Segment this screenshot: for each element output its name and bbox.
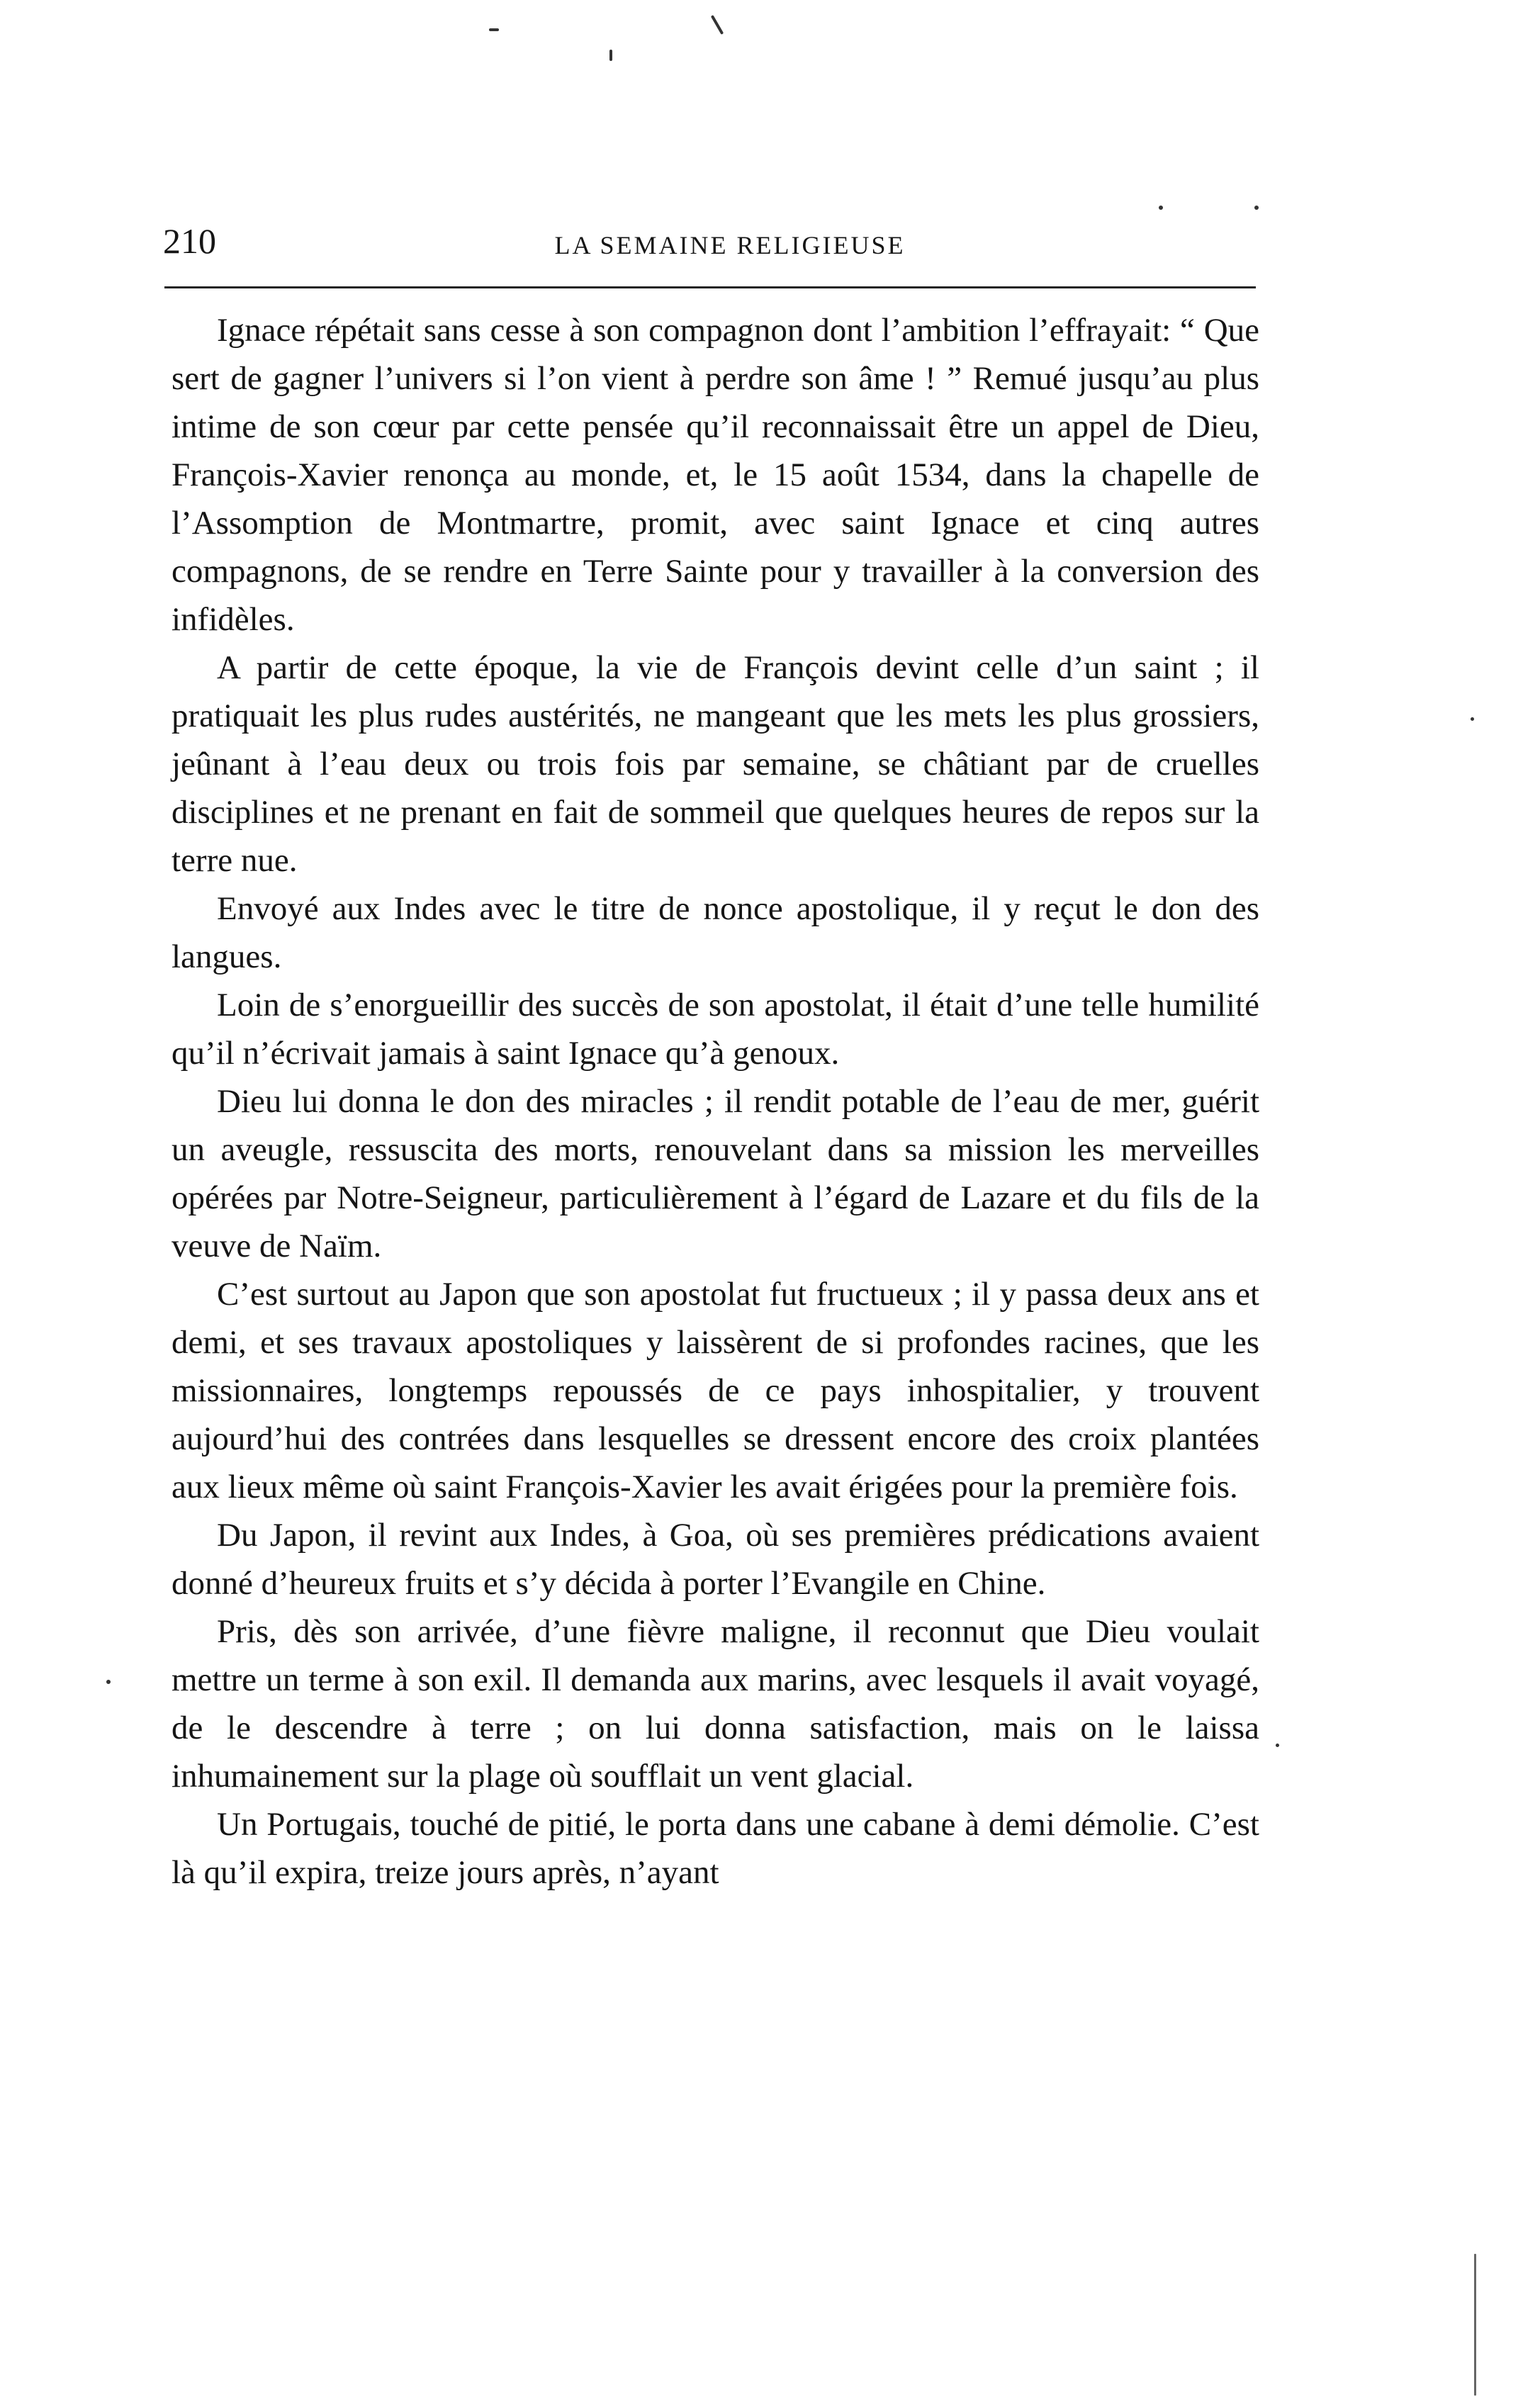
paragraph-2: A partir de cette époque, la vie de François devint celle d’un saint ; il pratiquait les plus rudes austérités, ne mangeant que les mets les plus grossiers, jeûnant à l’eau deux ou trois fois par semaine, se châtiant par de cruelles disciplines et ne prenant en fait de sommeil que quelques heures de repos sur la terre nue. (172, 649, 1259, 879)
paragraph-8: Pris, dès son arrivée, d’une fièvre maligne, il reconnut que Dieu voulait mettre un terme à son exil. Il demanda aux marins, avec lesquels il avait voyagé, de le descendre à terre ; on lui donna satisfaction, mais on le laissa inhumainement sur la plage où soufflait un vent glacial. (172, 1613, 1259, 1795)
running-head (163, 213, 1254, 269)
paragraph-1: Ignace répétait sans cesse à son compagnon dont l’ambition l’effrayait: “ Que sert de gagner l’univers si l’on vient à perdre son âme ! ” Remué jusqu’au plus intime de son cœur par cette pensée qu’il reconnaissait être un appel de Dieu, François-Xavier renonça au monde, et, le 15 août 1534, dans la chapelle de l’Assomption de Montmartre, promit, avec saint Ignace et cinq autres compagnons, de se rendre en Terre Sainte pour y travailler à la conversion des infidèles. (172, 312, 1259, 638)
page-number: 210 (163, 221, 216, 261)
header-title: LA SEMAINE RELIGIEUSE (554, 231, 906, 259)
paragraph-9: Un Portugais, touché de pitié, le porta dans une cabane à demi démolie. C’est là qu’il expira, treize jours après, n’ayant (172, 1806, 1259, 1891)
paragraph-6: C’est surtout au Japon que son apostolat fut fructueux ; il y passa deux ans et demi, et ses travaux apostoliques y laissèrent de si profondes racines, que les missionnaires, longtemps repoussés de ce pays inhospitalier, y trouvent aujourd’hui des contrées dans lesquelles se dressent encore des croix plantées aux lieux même où saint François-Xavier les avait érigées pour la première fois. (172, 1276, 1259, 1505)
paragraph-3: Envoyé aux Indes avec le titre de nonce apostolique, il y reçut le don des langues. (172, 890, 1259, 975)
paragraph-5: Dieu lui donna le don des miracles ; il rendit potable de l’eau de mer, guérit un aveugle, ressuscita des morts, renouvelant dans sa mission les merveilles opérées par Notre-Seigneur, particulièrement à l’égard de Lazare et du fils de la veuve de Naïm. (172, 1083, 1259, 1264)
body-text (172, 306, 1259, 1897)
header-rule (164, 286, 1256, 288)
paragraph-4: Loin de s’enorgueillir des succès de son apostolat, il était d’une telle humilité qu’il n’écrivait jamais à saint Ignace qu’à genoux. (172, 987, 1259, 1072)
paragraph-7: Du Japon, il revint aux Indes, à Goa, où ses premières prédications avaient donné d’heureux fruits et s’y décida à porter l’Evangile en Chine. (172, 1517, 1259, 1602)
